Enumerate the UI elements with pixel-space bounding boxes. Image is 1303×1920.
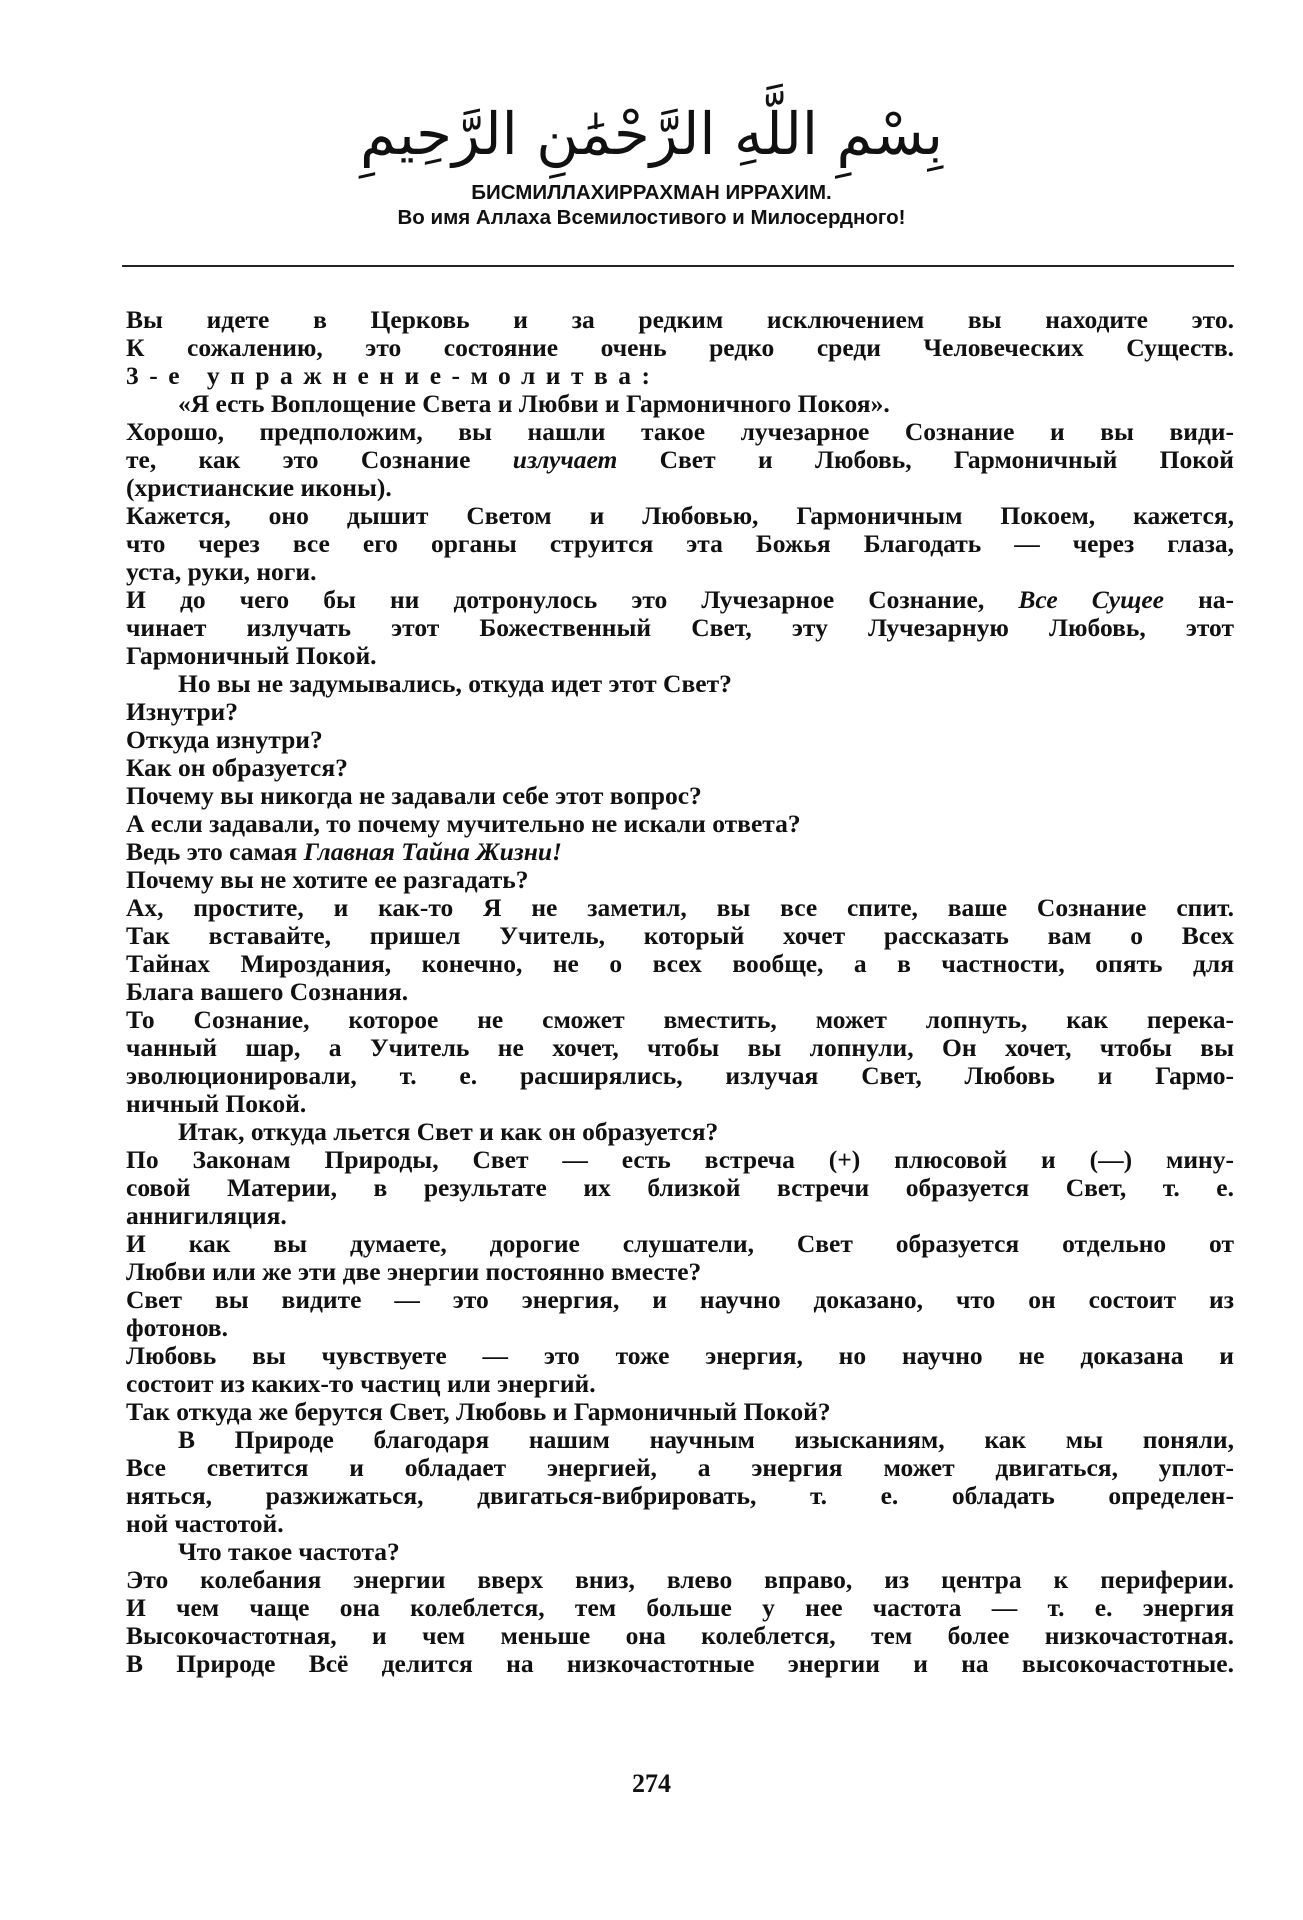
basmala-calligraphy: بِسْمِ اللَّهِ الرَّحْمَٰنِ الرَّحِيمِ xyxy=(360,100,943,168)
text-line: Так откуда же берутся Свет, Любовь и Гармоничный Покой? xyxy=(126,1398,831,1426)
text-line: 3-е упражнение-молитва: xyxy=(126,362,661,390)
text-line: Это колебания энергии вверх вниз, влево вправо, из центра к периферии. xyxy=(126,1566,1234,1594)
text-line xyxy=(126,586,1234,614)
text-line: А если задавали, то почему мучительно не искали ответа? xyxy=(126,810,801,838)
text-line: Гармоничный Покой. xyxy=(126,642,377,670)
text-segment: те, как это Сознание xyxy=(126,446,513,474)
text-line: уста, руки, ноги. xyxy=(126,558,317,586)
italic-emphasis: излучает xyxy=(512,446,618,474)
text-line: Что такое частота? xyxy=(178,1538,400,1566)
text-line: Так вставайте, пришел Учитель, который хочет рассказать вам о Всех xyxy=(126,922,1234,950)
page-header xyxy=(0,96,1303,230)
text-line: ной частотой. xyxy=(126,1510,284,1538)
text-line: Любви или же эти две энергии постоянно вместе? xyxy=(126,1258,702,1286)
text-line xyxy=(126,446,1234,474)
body-text xyxy=(126,306,1234,1678)
text-line: что через все его органы струится эта Божья Благодать — через глаза, xyxy=(126,530,1234,558)
text-line: Как он образуется? xyxy=(126,754,348,782)
text-line: Но вы не задумывались, откуда идет этот Свет? xyxy=(178,670,732,698)
text-line xyxy=(126,838,1234,866)
header-subtitle: Во имя Аллаха Всемилостивого и Милосердного! xyxy=(397,206,906,229)
text-line: В Природе Всё делится на низкочастотные энергии и на высокочастотные. xyxy=(126,1650,1234,1678)
text-line: чинает излучать этот Божественный Свет, эту Лучезарную Любовь, этот xyxy=(126,614,1234,642)
text-segment: Ведь это самая xyxy=(126,838,304,866)
text-line: фотонов. xyxy=(126,1314,228,1342)
text-segment: И до чего бы ни дотронулось это Лучезарное Сознание, xyxy=(126,586,1019,614)
text-segment: Свет и Любовь, Гармоничный Покой xyxy=(617,446,1234,474)
text-line: Тайнах Мироздания, конечно, не о всех вообще, а в частности, опять для xyxy=(126,950,1234,978)
text-line: Блага вашего Сознания. xyxy=(126,978,409,1006)
text-line: чанный шар, а Учитель не хочет, чтобы вы лопнули, Он хочет, чтобы вы xyxy=(126,1034,1234,1062)
text-line: ничный Покой. xyxy=(126,1090,307,1118)
text-line: состоит из каких-то частиц или энергий. xyxy=(126,1370,596,1398)
text-line: Вы идете в Церковь и за редким исключением вы находите это. xyxy=(126,306,1234,334)
text-line: совой Материи, в результате их близкой встречи образуется Свет, т. е. xyxy=(126,1174,1234,1202)
italic-emphasis: Главная Тайна Жизни! xyxy=(303,838,562,866)
text-line: эволюционировали, т. е. расширялись, излучая Свет, Любовь и Гармо- xyxy=(126,1062,1234,1090)
text-line: Почему вы не хотите ее разгадать? xyxy=(126,866,529,894)
text-line: И чем чаще она колеблется, тем больше у нее частота — т. е. энергия xyxy=(126,1594,1234,1622)
text-line: То Сознание, которое не сможет вместить, может лопнуть, как перека- xyxy=(126,1006,1234,1034)
page-number: 274 xyxy=(632,1769,671,1798)
text-line: «Я есть Воплощение Света и Любви и Гармоничного Покоя». xyxy=(178,390,890,418)
text-line: К сожалению, это состояние очень редко среди Человеческих Существ. xyxy=(126,334,1234,362)
text-line: В Природе благодаря нашим научным изысканиям, как мы поняли, xyxy=(178,1426,1234,1454)
text-segment: на- xyxy=(1163,586,1234,614)
text-line: Изнутри? xyxy=(126,698,238,726)
header-divider xyxy=(122,265,1234,267)
text-line: Свет вы видите — это энергия, и научно доказано, что он состоит из xyxy=(126,1286,1234,1314)
text-line: Кажется, оно дышит Светом и Любовью, Гармоничным Покоем, кажется, xyxy=(126,502,1234,530)
text-line: Почему вы никогда не задавали себе этот вопрос? xyxy=(126,782,702,810)
text-line: Ах, простите, и как-то Я не заметил, вы все спите, ваше Сознание спит. xyxy=(126,894,1234,922)
text-line: Все светится и обладает энергией, а энергия может двигаться, уплот- xyxy=(126,1454,1234,1482)
text-line: няться, разжижаться, двигаться-вибрировать, т. е. обладать определен- xyxy=(126,1482,1234,1510)
text-line: И как вы думаете, дорогие слушатели, Свет образуется отдельно от xyxy=(126,1230,1234,1258)
text-line: Хорошо, предположим, вы нашли такое лучезарное Сознание и вы види- xyxy=(126,418,1234,446)
text-line: Любовь вы чувствуете — это тоже энергия, но научно не доказана и xyxy=(126,1342,1234,1370)
text-line: Откуда изнутри? xyxy=(126,726,323,754)
text-line: Высокочастотная, и чем меньше она колеблется, тем более низкочастотная. xyxy=(126,1622,1234,1650)
header-title: БИСМИЛЛАХИРРАХМАН ИРРАХИМ. xyxy=(471,181,832,204)
text-line: По Законам Природы, Свет — есть встреча (+) плюсовой и (—) мину- xyxy=(126,1146,1234,1174)
text-line: аннигиляция. xyxy=(126,1202,287,1230)
text-line: Итак, откуда льется Свет и как он образуется? xyxy=(178,1118,719,1146)
italic-emphasis: Все Сущее xyxy=(1018,586,1164,614)
text-line: (христианские иконы). xyxy=(126,474,392,502)
